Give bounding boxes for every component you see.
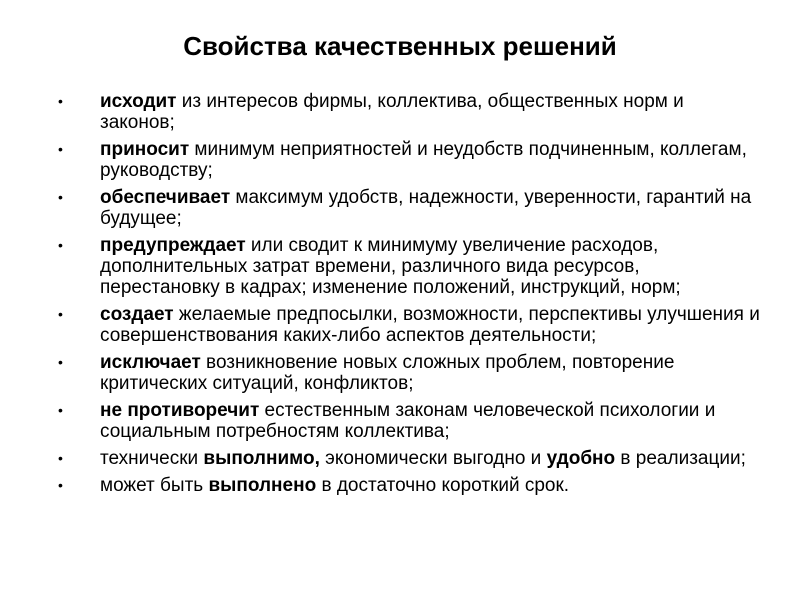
list-item <box>40 400 760 442</box>
bullet-marker: • <box>58 306 63 322</box>
body-text: в реализации; <box>615 448 746 469</box>
body-text: из интересов фирмы, коллектива, общественных норм и законов; <box>100 91 684 133</box>
keyword-text: выполнено <box>208 475 317 496</box>
list-item <box>40 139 760 181</box>
body-text: технически <box>100 448 204 469</box>
bullet-marker: • <box>58 354 63 370</box>
body-text: минимум неприятностей и неудобств подчиненным, коллегам, руководству; <box>100 139 747 181</box>
keyword-text: обеспечивает <box>100 187 231 208</box>
body-text: или сводит к минимуму увеличение расходов, дополнительных затрат времени, различного вида ресурсов, перестановку в кадрах; изменение положений, инструкций, норм; <box>100 235 681 298</box>
body-text: в достаточно короткий срок. <box>316 475 570 496</box>
keyword-text: выполнимо, <box>203 448 320 469</box>
body-text: может быть <box>100 475 209 496</box>
body-text: возникновение новых сложных проблем, повторение критических ситуаций, конфликтов; <box>100 352 675 394</box>
bullet-marker: • <box>58 450 63 466</box>
list-item <box>40 187 760 229</box>
keyword-text: исходит <box>100 91 177 112</box>
bullet-marker: • <box>58 477 63 493</box>
keyword-text: исключает <box>100 352 201 373</box>
keyword-text: приносит <box>100 139 190 160</box>
body-text: экономически выгодно и <box>319 448 547 469</box>
list-item <box>40 448 760 469</box>
list-item <box>40 91 760 133</box>
bullet-marker: • <box>58 237 63 253</box>
keyword-text: не противоречит <box>100 400 260 421</box>
bullet-marker: • <box>58 402 63 418</box>
bullet-list <box>40 91 760 502</box>
list-item <box>40 235 760 298</box>
body-text: естественным законам человеческой психологии и социальным потребностям коллектива; <box>100 400 716 442</box>
bullet-marker: • <box>58 189 63 205</box>
body-text: желаемые предпосылки, возможности, перспективы улучшения и совершенствования каких-либо аспектов деятельности; <box>100 304 760 346</box>
body-text: максимум удобств, надежности, уверенности, гарантий на будущее; <box>100 187 752 229</box>
bullet-marker: • <box>58 141 63 157</box>
keyword-text: создает <box>100 304 174 325</box>
list-item <box>40 475 760 496</box>
list-item <box>40 352 760 394</box>
keyword-text: удобно <box>546 448 616 469</box>
slide-title: Свойства качественных решений <box>183 31 617 61</box>
list-item <box>40 304 760 346</box>
bullet-marker: • <box>58 93 63 109</box>
keyword-text: предупреждает <box>100 235 246 256</box>
